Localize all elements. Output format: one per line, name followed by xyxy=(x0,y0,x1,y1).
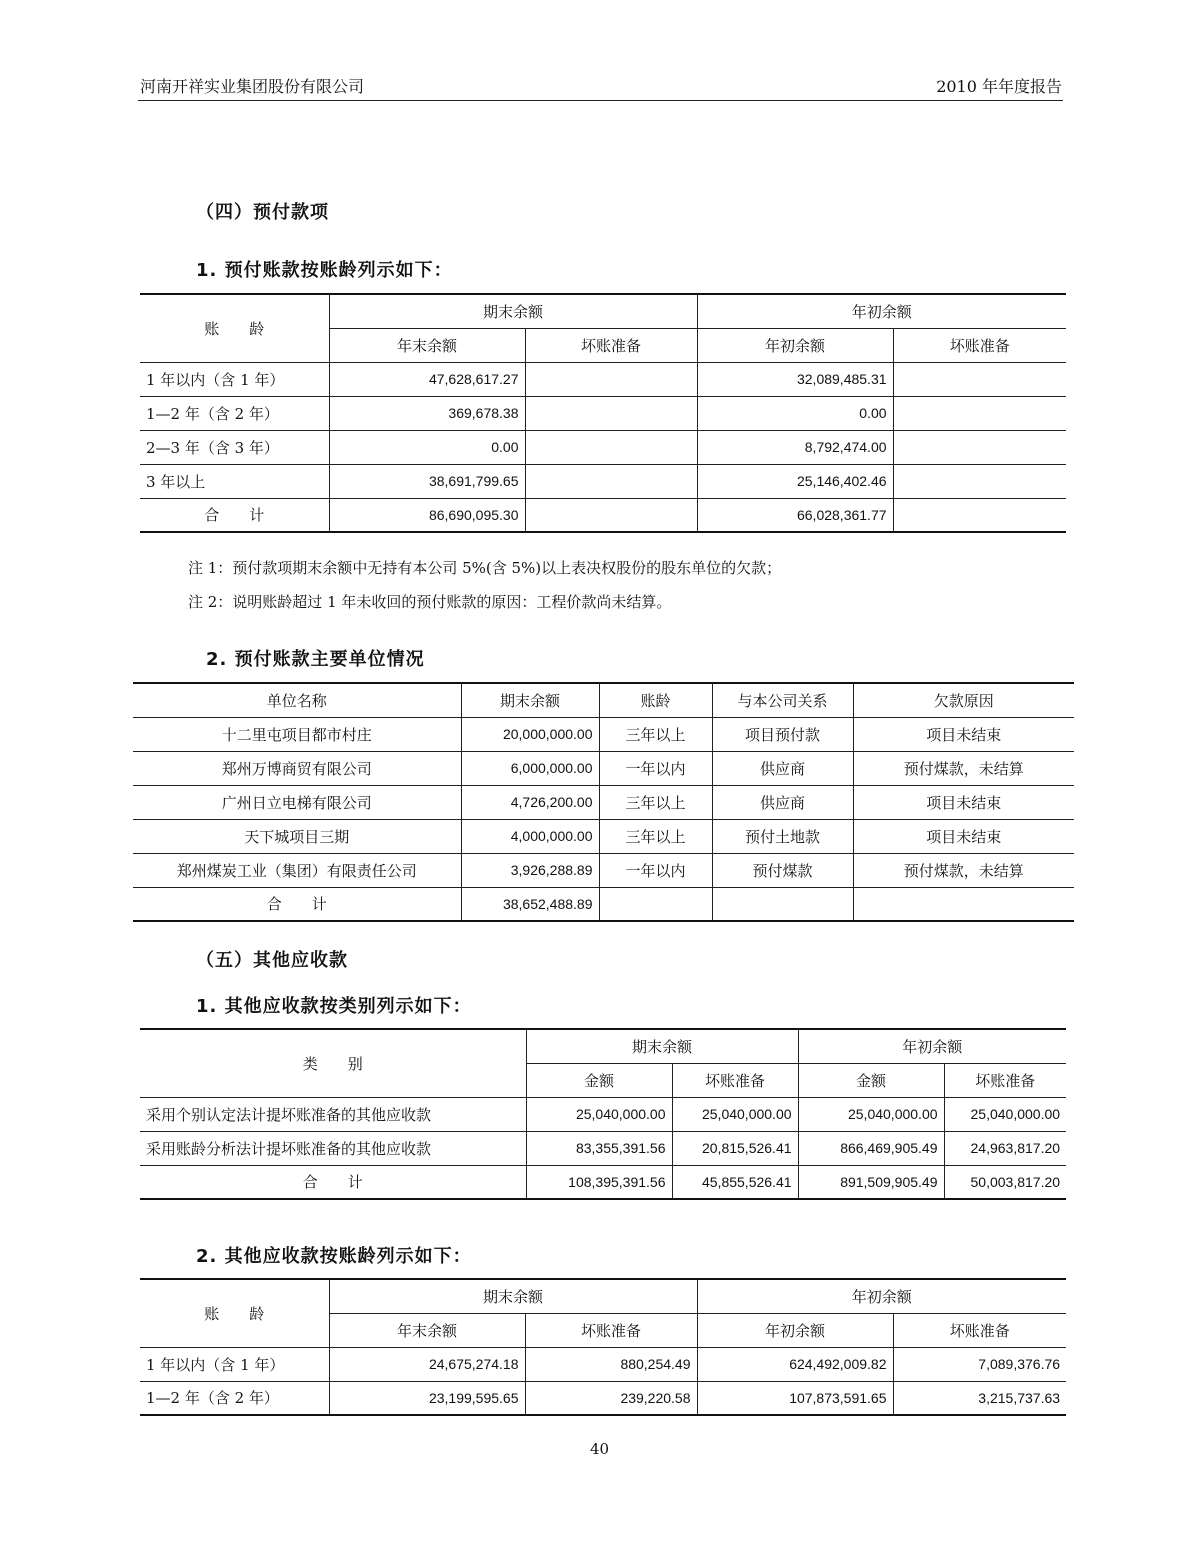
cell xyxy=(893,362,1066,396)
cell: 合 计 xyxy=(140,498,329,532)
col-header-end-bad-debt: 坏账准备 xyxy=(672,1063,798,1097)
cell: 8,792,474.00 xyxy=(697,430,893,464)
cell xyxy=(525,396,697,430)
note-2: 注 2：说明账龄超过 1 年未收回的预付账款的原因：工程价款尚未结算。 xyxy=(188,593,672,611)
total-row xyxy=(140,1165,1066,1199)
cell: 25,040,000.00 xyxy=(672,1097,798,1131)
table-row xyxy=(140,1347,1066,1381)
cell: 108,395,391.56 xyxy=(526,1165,672,1199)
section-4-sub1: 1. 预付账款按账龄列示如下： xyxy=(196,260,453,281)
cell xyxy=(525,464,697,498)
cell: 45,855,526.41 xyxy=(672,1165,798,1199)
cell: 66,028,361.77 xyxy=(697,498,893,532)
col-header-age: 账龄 xyxy=(599,683,712,717)
cell: 2—3 年（含 3 年） xyxy=(140,430,329,464)
cell: 1—2 年（含 2 年） xyxy=(140,1381,329,1415)
col-header-end-amount: 金额 xyxy=(526,1063,672,1097)
cell: 郑州万博商贸有限公司 xyxy=(133,751,461,785)
cell: 项目未结束 xyxy=(853,717,1074,751)
cell: 47,628,617.27 xyxy=(329,362,525,396)
cell: 624,492,009.82 xyxy=(697,1347,893,1381)
table-row xyxy=(140,1381,1066,1415)
cell: 3,215,737.63 xyxy=(893,1381,1066,1415)
other-receivables-aging-table xyxy=(140,1278,1066,1416)
cell: 预付煤款，未结算 xyxy=(853,751,1074,785)
col-header-reason: 欠款原因 xyxy=(853,683,1074,717)
cell: 天下城项目三期 xyxy=(133,819,461,853)
cell: 25,040,000.00 xyxy=(944,1097,1066,1131)
table-row xyxy=(133,785,1074,819)
cell xyxy=(599,887,712,921)
cell: 83,355,391.56 xyxy=(526,1131,672,1165)
cell: 项目预付款 xyxy=(712,717,853,751)
header-divider xyxy=(138,100,1063,101)
prepayment-aging-table xyxy=(140,293,1066,533)
col-header-end: 期末余额 xyxy=(526,1029,798,1063)
col-header-end-balance: 年末余额 xyxy=(329,1313,525,1347)
col-header-begin: 年初余额 xyxy=(697,1279,1066,1313)
cell: 24,963,817.20 xyxy=(944,1131,1066,1165)
col-header-end: 期末余额 xyxy=(329,1279,697,1313)
cell: 25,040,000.00 xyxy=(526,1097,672,1131)
cell xyxy=(525,430,697,464)
cell: 预付煤款 xyxy=(712,853,853,887)
col-header-end: 期末余额 xyxy=(329,294,697,328)
col-header-begin-bad-debt: 坏账准备 xyxy=(893,328,1066,362)
total-row xyxy=(140,498,1066,532)
cell: 1 年以内（含 1 年） xyxy=(140,1347,329,1381)
col-header-end-bad-debt: 坏账准备 xyxy=(525,328,697,362)
cell: 三年以上 xyxy=(599,717,712,751)
table-row xyxy=(140,1131,1066,1165)
section-5-sub1: 1. 其他应收款按类别列示如下： xyxy=(196,996,472,1017)
col-header-begin: 年初余额 xyxy=(697,294,1066,328)
cell: 6,000,000.00 xyxy=(461,751,599,785)
col-header-begin-amount: 金额 xyxy=(798,1063,944,1097)
cell: 项目未结束 xyxy=(853,785,1074,819)
col-header-end-bad-debt: 坏账准备 xyxy=(525,1313,697,1347)
table-row xyxy=(140,464,1066,498)
table-row xyxy=(133,751,1074,785)
cell: 采用个别认定法计提坏账准备的其他应收款 xyxy=(140,1097,526,1131)
cell: 预付煤款，未结算 xyxy=(853,853,1074,887)
cell: 107,873,591.65 xyxy=(697,1381,893,1415)
cell: 20,815,526.41 xyxy=(672,1131,798,1165)
cell: 合 计 xyxy=(133,887,461,921)
col-header-relation: 与本公司关系 xyxy=(712,683,853,717)
col-header-begin-bad-debt: 坏账准备 xyxy=(944,1063,1066,1097)
cell: 三年以上 xyxy=(599,819,712,853)
cell: 1—2 年（含 2 年） xyxy=(140,396,329,430)
cell: 三年以上 xyxy=(599,785,712,819)
cell: 50,003,817.20 xyxy=(944,1165,1066,1199)
cell: 891,509,905.49 xyxy=(798,1165,944,1199)
cell: 供应商 xyxy=(712,785,853,819)
total-row xyxy=(133,887,1074,921)
cell: 供应商 xyxy=(712,751,853,785)
table-row xyxy=(140,430,1066,464)
prepayment-major-units-table xyxy=(133,682,1074,922)
cell xyxy=(893,498,1066,532)
section-5-sub2: 2. 其他应收款按账龄列示如下： xyxy=(196,1246,472,1267)
cell xyxy=(893,464,1066,498)
table-row xyxy=(133,819,1074,853)
cell: 1 年以内（含 1 年） xyxy=(140,362,329,396)
cell: 预付土地款 xyxy=(712,819,853,853)
cell: 十二里屯项目都市村庄 xyxy=(133,717,461,751)
section-5-title: （五）其他应收款 xyxy=(196,950,348,971)
table-row xyxy=(133,717,1074,751)
cell xyxy=(525,362,697,396)
table-row xyxy=(133,853,1074,887)
cell: 郑州煤炭工业（集团）有限责任公司 xyxy=(133,853,461,887)
cell: 239,220.58 xyxy=(525,1381,697,1415)
cell: 0.00 xyxy=(329,430,525,464)
cell: 3 年以上 xyxy=(140,464,329,498)
page-number: 40 xyxy=(589,1440,610,1458)
col-header-begin-balance: 年初余额 xyxy=(697,1313,893,1347)
col-header-unit: 单位名称 xyxy=(133,683,461,717)
cell: 一年以内 xyxy=(599,853,712,887)
cell: 采用账龄分析法计提坏账准备的其他应收款 xyxy=(140,1131,526,1165)
table-row xyxy=(140,362,1066,396)
col-header-end-balance: 年末余额 xyxy=(329,328,525,362)
cell: 7,089,376.76 xyxy=(893,1347,1066,1381)
col-header-begin-bad-debt: 坏账准备 xyxy=(893,1313,1066,1347)
cell: 880,254.49 xyxy=(525,1347,697,1381)
cell: 一年以内 xyxy=(599,751,712,785)
note-1: 注 1：预付款项期末余额中无持有本公司 5%(含 5%)以上表决权股份的股东单位的欠款； xyxy=(188,559,782,577)
cell xyxy=(893,396,1066,430)
cell: 369,678.38 xyxy=(329,396,525,430)
cell xyxy=(893,430,1066,464)
cell: 866,469,905.49 xyxy=(798,1131,944,1165)
cell: 4,726,200.00 xyxy=(461,785,599,819)
col-header-category: 类 别 xyxy=(140,1029,526,1097)
cell: 20,000,000.00 xyxy=(461,717,599,751)
cell: 4,000,000.00 xyxy=(461,819,599,853)
col-header-begin: 年初余额 xyxy=(798,1029,1066,1063)
cell: 86,690,095.30 xyxy=(329,498,525,532)
col-header-begin-balance: 年初余额 xyxy=(697,328,893,362)
cell: 广州日立电梯有限公司 xyxy=(133,785,461,819)
cell: 3,926,288.89 xyxy=(461,853,599,887)
other-receivables-category-table xyxy=(140,1028,1066,1200)
header-company: 河南开祥实业集团股份有限公司 xyxy=(140,77,365,96)
cell xyxy=(525,498,697,532)
cell: 0.00 xyxy=(697,396,893,430)
cell: 25,146,402.46 xyxy=(697,464,893,498)
col-header-age: 账 龄 xyxy=(140,1279,329,1347)
cell xyxy=(712,887,853,921)
cell: 24,675,274.18 xyxy=(329,1347,525,1381)
cell: 38,652,488.89 xyxy=(461,887,599,921)
cell: 25,040,000.00 xyxy=(798,1097,944,1131)
cell: 合 计 xyxy=(140,1165,526,1199)
header-report-title: 2010 年年度报告 xyxy=(936,77,1062,96)
table-row xyxy=(140,1097,1066,1131)
section-4-title: （四）预付款项 xyxy=(196,202,329,223)
cell: 32,089,485.31 xyxy=(697,362,893,396)
cell: 23,199,595.65 xyxy=(329,1381,525,1415)
cell xyxy=(853,887,1074,921)
table-row xyxy=(140,396,1066,430)
col-header-end-balance: 期末余额 xyxy=(461,683,599,717)
cell: 项目未结束 xyxy=(853,819,1074,853)
cell: 38,691,799.65 xyxy=(329,464,525,498)
col-header-age: 账 龄 xyxy=(140,294,329,362)
section-4-sub2: 2. 预付账款主要单位情况 xyxy=(206,649,425,670)
